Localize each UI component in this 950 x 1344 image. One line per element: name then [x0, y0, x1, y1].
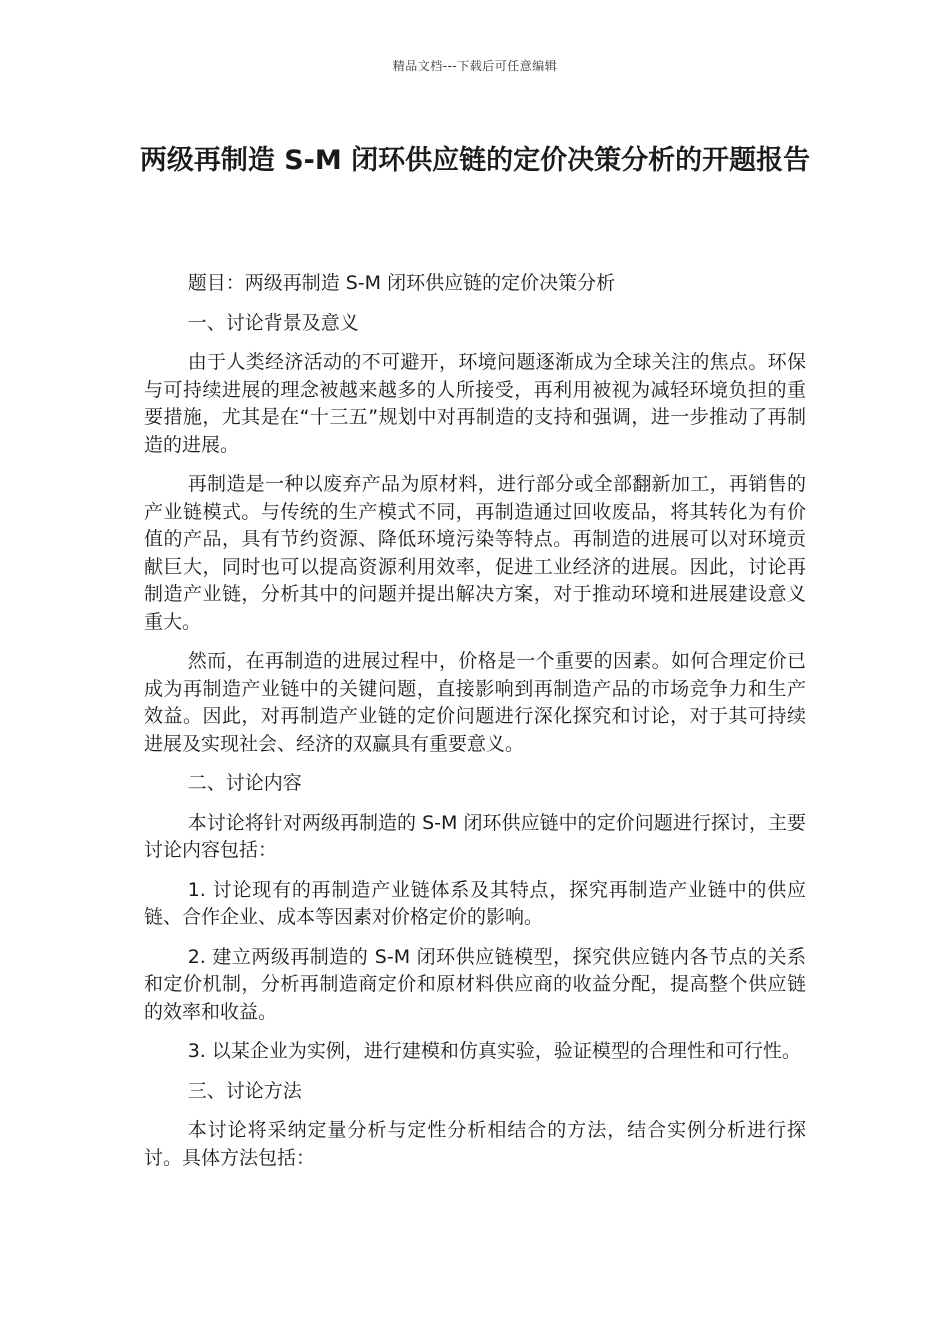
document-body	[144, 270, 806, 1184]
section-heading-method: 三、讨论方法	[187, 1079, 302, 1102]
paragraph: 由于人类经济活动的不可避开，环境问题逐渐成为全球关注的焦点。环保与可持续进展的理念被越来越多的人所接受，再利用被视为减轻环境负担的重要措施，尤其是在“十三五”规划中对再制造的支持和强调，进一步推动了再制造的进展。	[144, 351, 806, 456]
list-item: 3. 以某企业为实例，进行建模和仿真实验，验证模型的合理性和可行性。	[187, 1040, 801, 1062]
paragraph: 然而，在再制造的进展过程中，价格是一个重要的因素。如何合理定价已成为再制造产业链中的关键问题，直接影响到再制造产品的市场竞争力和生产效益。因此，对再制造产业链的定价问题进行深化探究和讨论，对于其可持续进展及实现社会、经济的双赢具有重要意义。	[144, 650, 806, 755]
list-item: 2. 建立两级再制造的 S-M 闭环供应链模型，探究供应链内各节点的关系和定价机制，分析再制造商定价和原材料供应商的收益分配，提高整个供应链的效率和收益。	[144, 945, 806, 1023]
paragraph: 再制造是一种以废弃产品为原材料，进行部分或全部翻新加工，再销售的产业链模式。与传统的生产模式不同，再制造通过回收废品，将其转化为有价值的产品，具有节约资源、降低环境污染等特点。再制造的进展可以对环境贡献巨大，同时也可以提高资源利用效率，促进工业经济的进展。因此，讨论再制造产业链，分析其中的问题并提出解决方案，对于推动环境和进展建设意义重大。	[144, 473, 806, 633]
paragraph: 本讨论将采纳定量分析与定性分析相结合的方法，结合实例分析进行探讨。具体方法包括：	[144, 1119, 806, 1169]
section-heading-background: 一、讨论背景及意义	[187, 311, 359, 334]
paragraph: 本讨论将针对两级再制造的 S-M 闭环供应链中的定价问题进行探讨，主要讨论内容包括：	[144, 811, 806, 861]
section-heading-content: 二、讨论内容	[187, 772, 302, 794]
list-item: 1. 讨论现有的再制造产业链体系及其特点，探究再制造产业链中的供应链、合作企业、成本等因素对价格定价的影响。	[144, 878, 806, 928]
paragraph-topic: 题目：两级再制造 S-M 闭环供应链的定价决策分析	[187, 272, 616, 294]
header-note: 精品文档---下载后可任意编辑	[392, 59, 558, 73]
document-title: 两级再制造 S-M 闭环供应链的定价决策分析的开题报告	[139, 145, 811, 176]
